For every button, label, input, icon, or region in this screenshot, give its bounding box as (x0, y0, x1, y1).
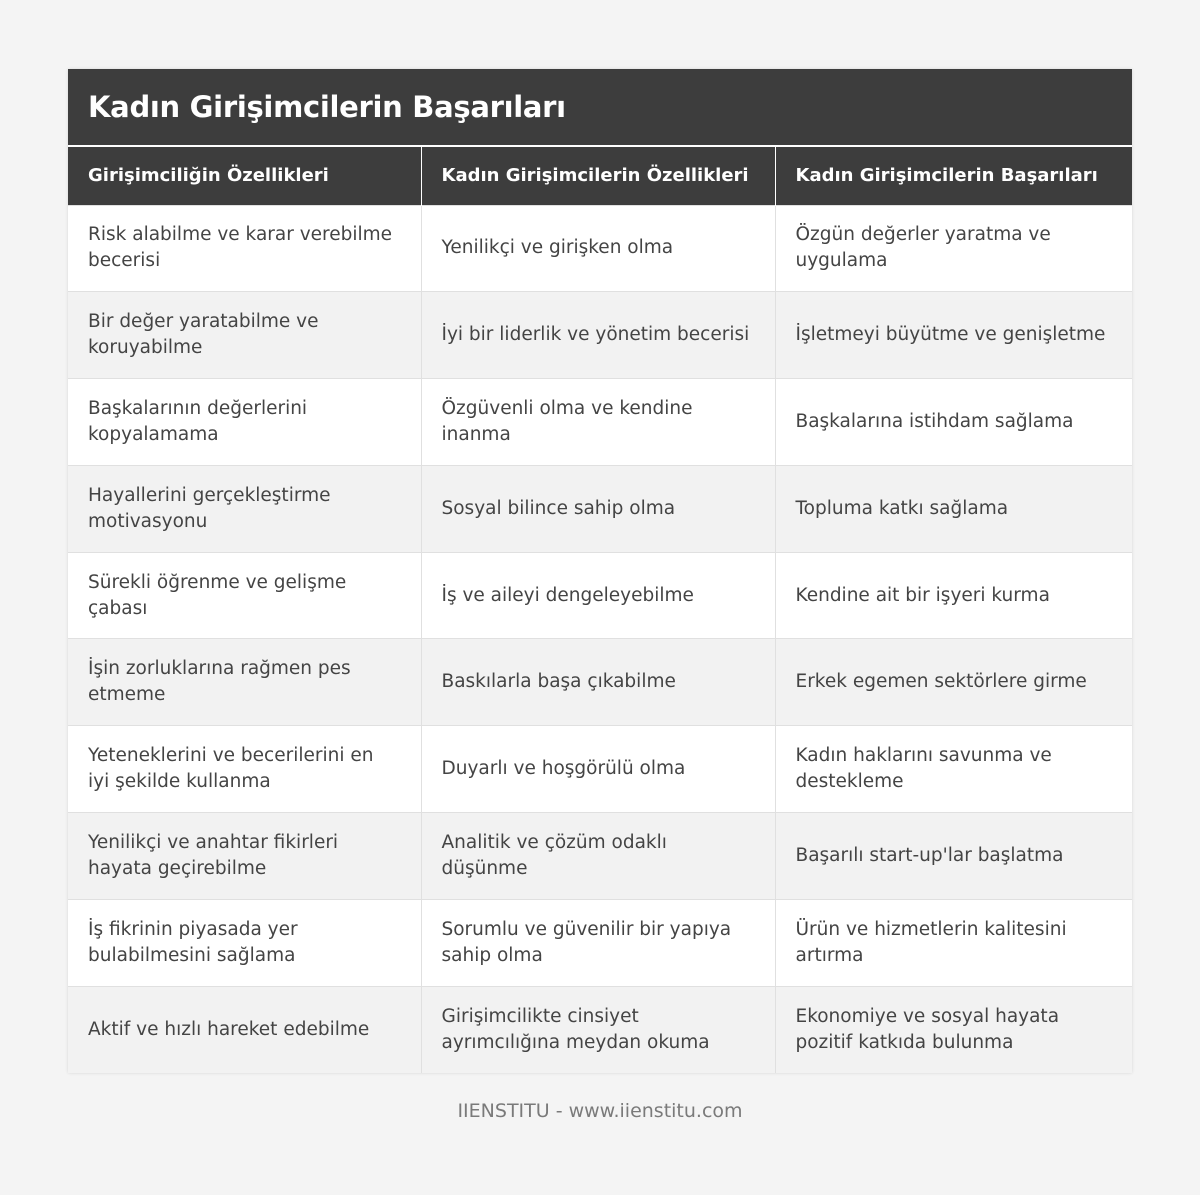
table-cell: İş ve aileyi dengeleyebilme (421, 552, 775, 639)
table-cell: Sosyal bilince sahip olma (421, 465, 775, 552)
table-row (68, 639, 1132, 726)
table-cell: Topluma katkı sağlama (775, 465, 1132, 552)
table-body (68, 205, 1132, 1073)
table-cell: Baskılarla başa çıkabilme (421, 639, 775, 726)
table-row (68, 292, 1132, 379)
table-cell: Yeteneklerini ve becerilerini en iyi şekilde kullanma (68, 726, 421, 813)
table-cell: Kendine ait bir işyeri kurma (775, 552, 1132, 639)
column-header: Girişimciliğin Özellikleri (68, 146, 421, 205)
table-row (68, 813, 1132, 900)
table-cell: Ekonomiye ve sosyal hayata pozitif katkıda bulunma (775, 986, 1132, 1073)
table-row (68, 986, 1132, 1073)
table-cell: Analitik ve çözüm odaklı düşünme (421, 813, 775, 900)
table-cell: Hayallerini gerçekleştirme motivasyonu (68, 465, 421, 552)
table-row (68, 899, 1132, 986)
table-row (68, 726, 1132, 813)
table-row (68, 205, 1132, 292)
table-cell: Kadın haklarını savunma ve destekleme (775, 726, 1132, 813)
table-cell: Özgüvenli olma ve kendine inanma (421, 379, 775, 466)
table-title: Kadın Girişimcilerin Başarıları (68, 69, 1132, 145)
table-cell: Başkalarına istihdam sağlama (775, 379, 1132, 466)
table-cell: Sürekli öğrenme ve gelişme çabası (68, 552, 421, 639)
table-row (68, 552, 1132, 639)
table-row (68, 465, 1132, 552)
table-cell: Başarılı start-up'lar başlatma (775, 813, 1132, 900)
footer-credit: IIENSTITU - www.iienstitu.com (457, 1100, 743, 1122)
table-header (68, 146, 1132, 205)
table-cell: Risk alabilme ve karar verebilme becerisi (68, 205, 421, 292)
table-cell: Özgün değerler yaratma ve uygulama (775, 205, 1132, 292)
table-cell: Erkek egemen sektörlere girme (775, 639, 1132, 726)
table-cell: İş fikrinin piyasada yer bulabilmesini sağlama (68, 899, 421, 986)
table-cell: İşletmeyi büyütme ve genişletme (775, 292, 1132, 379)
table-cell: İyi bir liderlik ve yönetim becerisi (421, 292, 775, 379)
table-cell: Duyarlı ve hoşgörülü olma (421, 726, 775, 813)
table-cell: Yenilikçi ve anahtar fikirleri hayata geçirebilme (68, 813, 421, 900)
table-cell: Girişimcilikte cinsiyet ayrımcılığına meydan okuma (421, 986, 775, 1073)
table-row (68, 379, 1132, 466)
header-row (68, 146, 1132, 205)
column-header: Kadın Girişimcilerin Başarıları (775, 146, 1132, 205)
table-cell: Ürün ve hizmetlerin kalitesini artırma (775, 899, 1132, 986)
table-cell: Yenilikçi ve girişken olma (421, 205, 775, 292)
table-cell: Bir değer yaratabilme ve koruyabilme (68, 292, 421, 379)
table-cell: Aktif ve hızlı hareket edebilme (68, 986, 421, 1073)
table-card (68, 69, 1132, 1073)
table-cell: İşin zorluklarına rağmen pes etmeme (68, 639, 421, 726)
table-cell: Sorumlu ve güvenilir bir yapıya sahip olma (421, 899, 775, 986)
table-cell: Başkalarının değerlerini kopyalamama (68, 379, 421, 466)
data-table (68, 145, 1132, 1073)
column-header: Kadın Girişimcilerin Özellikleri (421, 146, 775, 205)
